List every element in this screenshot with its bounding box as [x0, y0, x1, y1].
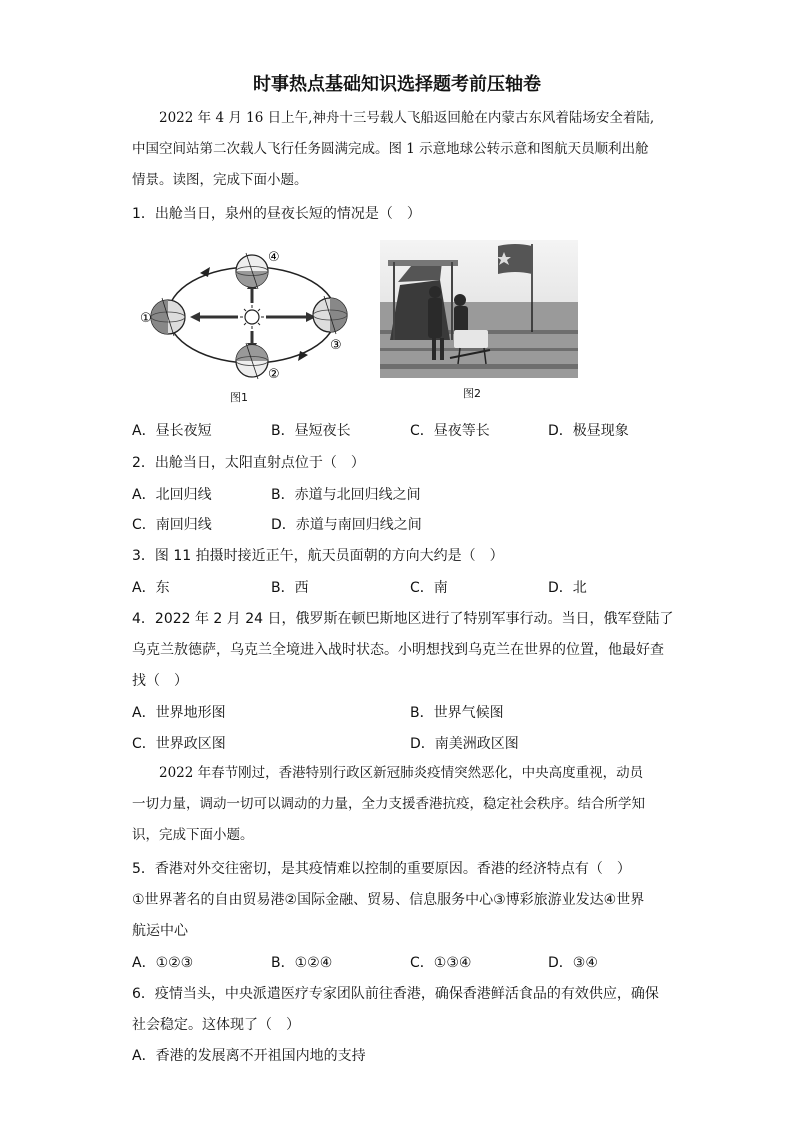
q2-option-b[interactable]: B．赤道与北回归线之间: [271, 487, 421, 503]
q1-option-d[interactable]: D．极昼现象: [548, 423, 629, 439]
orbit-label-4: ④: [268, 250, 280, 265]
question-2-stem: 2．出舱当日，太阳直射点位于（ ）: [132, 455, 365, 471]
passage-2-line: 2022 年春节刚过，香港特别行政区新冠肺炎疫情突然恶化，中央高度重视，动员: [159, 765, 644, 781]
passage-2-line: 一切力量，调动一切可以调动的力量，全力支援香港抗疫，稳定社会秩序。结合所学知: [132, 796, 645, 812]
orbit-label-2: ②: [268, 367, 280, 382]
question-4-stem-line: 4．2022 年 2 月 24 日，俄罗斯在顿巴斯地区进行了特别军事行动。当日，俄军登陆了: [132, 611, 674, 627]
question-3-stem: 3．图 11 拍摄时接近正午，航天员面朝的方向大约是（ ）: [132, 548, 504, 564]
question-6-stem-line: 6．疫情当头，中央派遣医疗专家团队前往香港，确保香港鲜活食品的有效供应，确保: [132, 986, 659, 1002]
q1-option-a[interactable]: A．昼长夜短: [132, 423, 212, 439]
orbit-arrow-icon: [200, 267, 210, 277]
question-6-stem-line: 社会稳定。这体现了（ ）: [132, 1017, 300, 1033]
question-4-stem-line: 找（ ）: [132, 673, 188, 689]
earth-icon: [236, 343, 268, 379]
q5-option-b[interactable]: B．①②④: [271, 955, 333, 971]
q3-option-d[interactable]: D．北: [548, 580, 587, 596]
earth-icon: [151, 298, 185, 336]
earth-icon: [313, 296, 347, 334]
q3-option-a[interactable]: A．东: [132, 580, 170, 596]
earth-icon: [236, 253, 268, 289]
question-4-stem-line: 乌克兰敖德萨，乌克兰全境进入战时状态。小明想找到乌克兰在世界的位置，他最好查: [132, 642, 664, 658]
passage-1-line: 2022 年 4 月 16 日上午,神舟十三号载人飞船返回舱在内蒙古东风着陆场安全着陆,: [159, 110, 655, 126]
q3-option-b[interactable]: B．西: [271, 580, 309, 596]
figure-1-orbit-diagram: [140, 245, 365, 385]
question-5-stem-line: ①世界著名的自由贸易港②国际金融、贸易、信息服务中心③博彩旅游业发达④世界: [132, 892, 645, 908]
q2-option-c[interactable]: C．南回归线: [132, 517, 212, 533]
question-5-stem-line: 航运中心: [132, 923, 188, 939]
figure-2-caption: 图2: [463, 387, 481, 400]
question-1-stem: 1．出舱当日，泉州的昼夜长短的情况是（ ）: [132, 206, 421, 222]
passage-2-line: 识，完成下面小题。: [132, 827, 254, 843]
q4-option-a[interactable]: A．世界地形图: [132, 705, 226, 721]
page-title: 时事热点基础知识选择题考前压轴卷: [253, 74, 541, 95]
passage-2: [132, 758, 662, 851]
q2-option-a[interactable]: A．北回归线: [132, 487, 212, 503]
q5-option-a[interactable]: A．①②③: [132, 955, 194, 971]
q5-option-d[interactable]: D．③④: [548, 955, 598, 971]
q4-option-c[interactable]: C．世界政区图: [132, 736, 226, 752]
question-5-stem-line: 5．香港对外交往密切，是其疫情难以控制的重要原因。香港的经济特点有（ ）: [132, 861, 631, 877]
passage-1: [132, 103, 662, 196]
passage-1-line: 中国空间站第二次载人飞行任务圆满完成。图 1 示意地球公转示意和图航天员顺利出舱: [132, 141, 649, 157]
q3-option-c[interactable]: C．南: [410, 580, 448, 596]
q2-option-d[interactable]: D．赤道与南回归线之间: [271, 517, 422, 533]
orbit-label-1: ①: [140, 311, 152, 326]
q6-option-a[interactable]: A．香港的发展离不开祖国内地的支持: [132, 1048, 366, 1064]
q5-option-c[interactable]: C．①③④: [410, 955, 472, 971]
q1-option-b[interactable]: B．昼短夜长: [271, 423, 351, 439]
passage-1-line: 情景。读图，完成下面小题。: [132, 172, 308, 188]
ray-arrow-icon: [190, 312, 200, 322]
sun-icon: [240, 305, 264, 329]
q4-option-b[interactable]: B．世界气候图: [410, 705, 504, 721]
orbit-label-3: ③: [330, 338, 342, 353]
q4-option-d[interactable]: D．南美洲政区图: [410, 736, 519, 752]
q1-option-c[interactable]: C．昼夜等长: [410, 423, 490, 439]
figure-2-photo: [380, 240, 578, 378]
orbit-arrow-icon: [298, 351, 308, 361]
figure-1-caption: 图1: [230, 391, 248, 404]
